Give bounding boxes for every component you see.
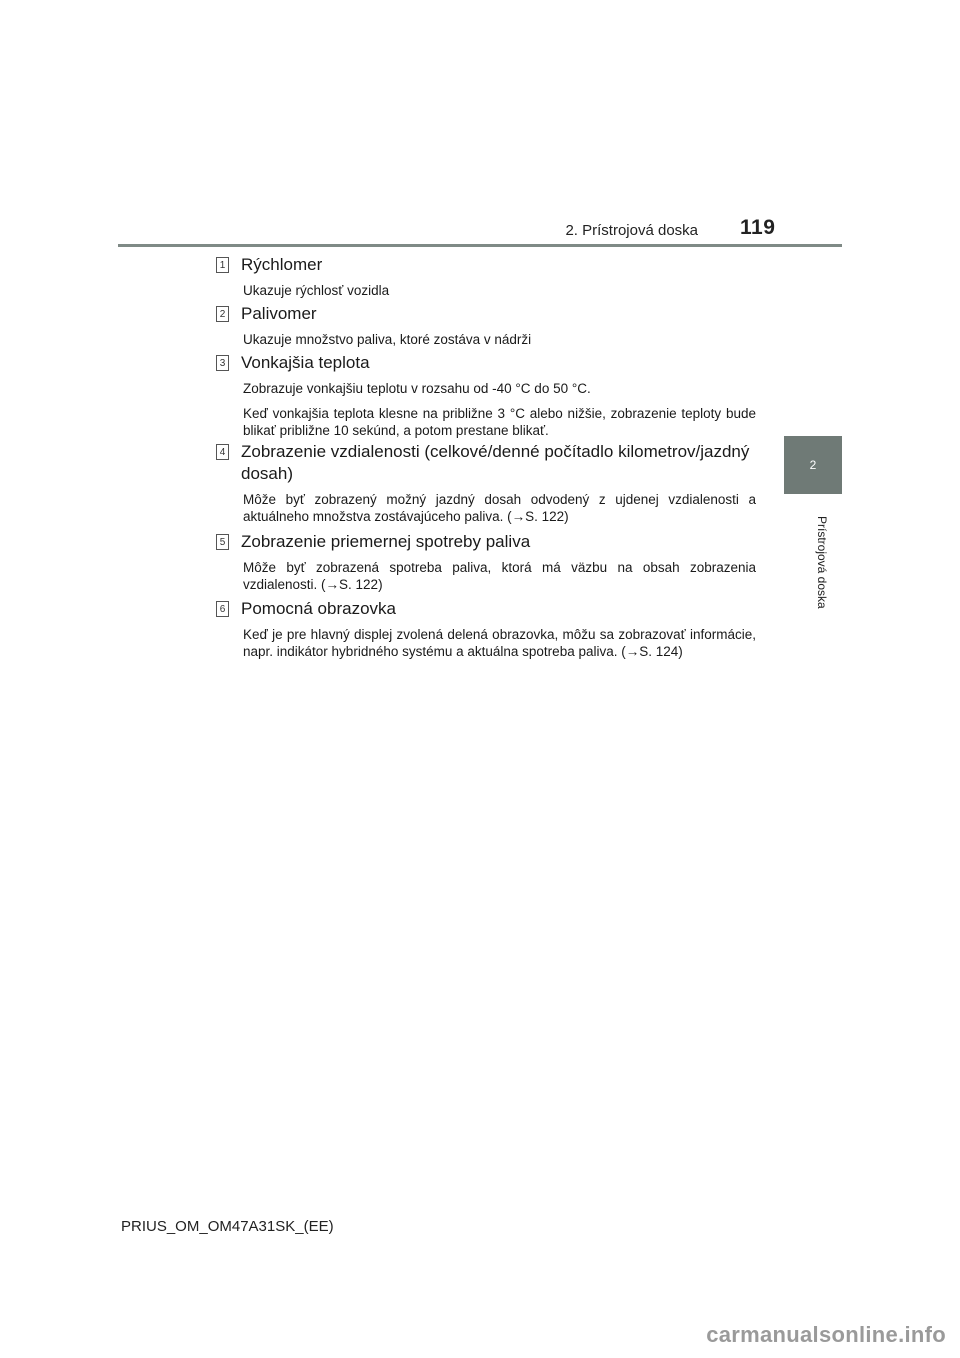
item-number-badge: 6 [216, 601, 229, 617]
list-item [216, 598, 756, 668]
chapter-label: Prístrojová doska [815, 515, 829, 609]
header-rule [118, 244, 842, 247]
item-title: Pomocná obrazovka [241, 599, 396, 618]
item-description: Môže byť zobrazená spotreba paliva, ktorá má väzbu na obsah zobrazenia vzdialenosti. (→S. 122) [243, 560, 756, 592]
chapter-number: 2 [809, 458, 817, 472]
item-number-badge: 3 [216, 355, 229, 371]
watermark: carmanualsonline.info [706, 1322, 946, 1347]
list-item [216, 531, 756, 601]
item-title: Rýchlomer [241, 255, 323, 274]
header-section-title: 2. Prístrojová doska [565, 222, 698, 239]
item-title: Vonkajšia teplota [241, 353, 370, 372]
item-description: Zobrazuje vonkajšiu teplotu v rozsahu od -40 °C do 50 °C. [243, 381, 591, 396]
item-description: Môže byť zobrazený možný jazdný dosah odvodený z ujdenej vzdialenosti a aktuálneho množstva zostávajúceho paliva. (→S. 122) [243, 492, 756, 524]
item-description: Ukazuje rýchlosť vozidla [243, 283, 390, 298]
item-title: Zobrazenie vzdialenosti (celkové/denné počítadlo kilometrov/jazdný dosah) [241, 442, 750, 483]
item-description: Keď je pre hlavný displej zvolená delená obrazovka, môžu sa zobrazovať informácie, napr. indikátor hybridného systému a aktuálna spotreba paliva. (→S. 124) [243, 627, 756, 659]
item-description: Ukazuje množstvo paliva, ktoré zostáva v nádrži [243, 332, 532, 347]
item-number-badge: 5 [216, 534, 229, 550]
page-number: 119 [740, 216, 776, 239]
item-title: Palivomer [241, 304, 317, 323]
list-item [216, 441, 756, 533]
document-code: PRIUS_OM_OM47A31SK_(EE) [121, 1218, 334, 1235]
list-item [216, 352, 756, 447]
item-number-badge: 4 [216, 444, 229, 460]
chapter-tab[interactable] [784, 436, 842, 494]
list-item [216, 303, 756, 356]
item-description: Keď vonkajšia teplota klesne na približne 3 °C alebo nižšie, zobrazenie teploty bude blikať približne 10 sekúnd, a potom prestane blikať. [243, 406, 756, 438]
item-title: Zobrazenie priemernej spotreby paliva [241, 532, 531, 551]
list-item [216, 254, 756, 307]
item-number-badge: 1 [216, 257, 229, 273]
item-number-badge: 2 [216, 306, 229, 322]
